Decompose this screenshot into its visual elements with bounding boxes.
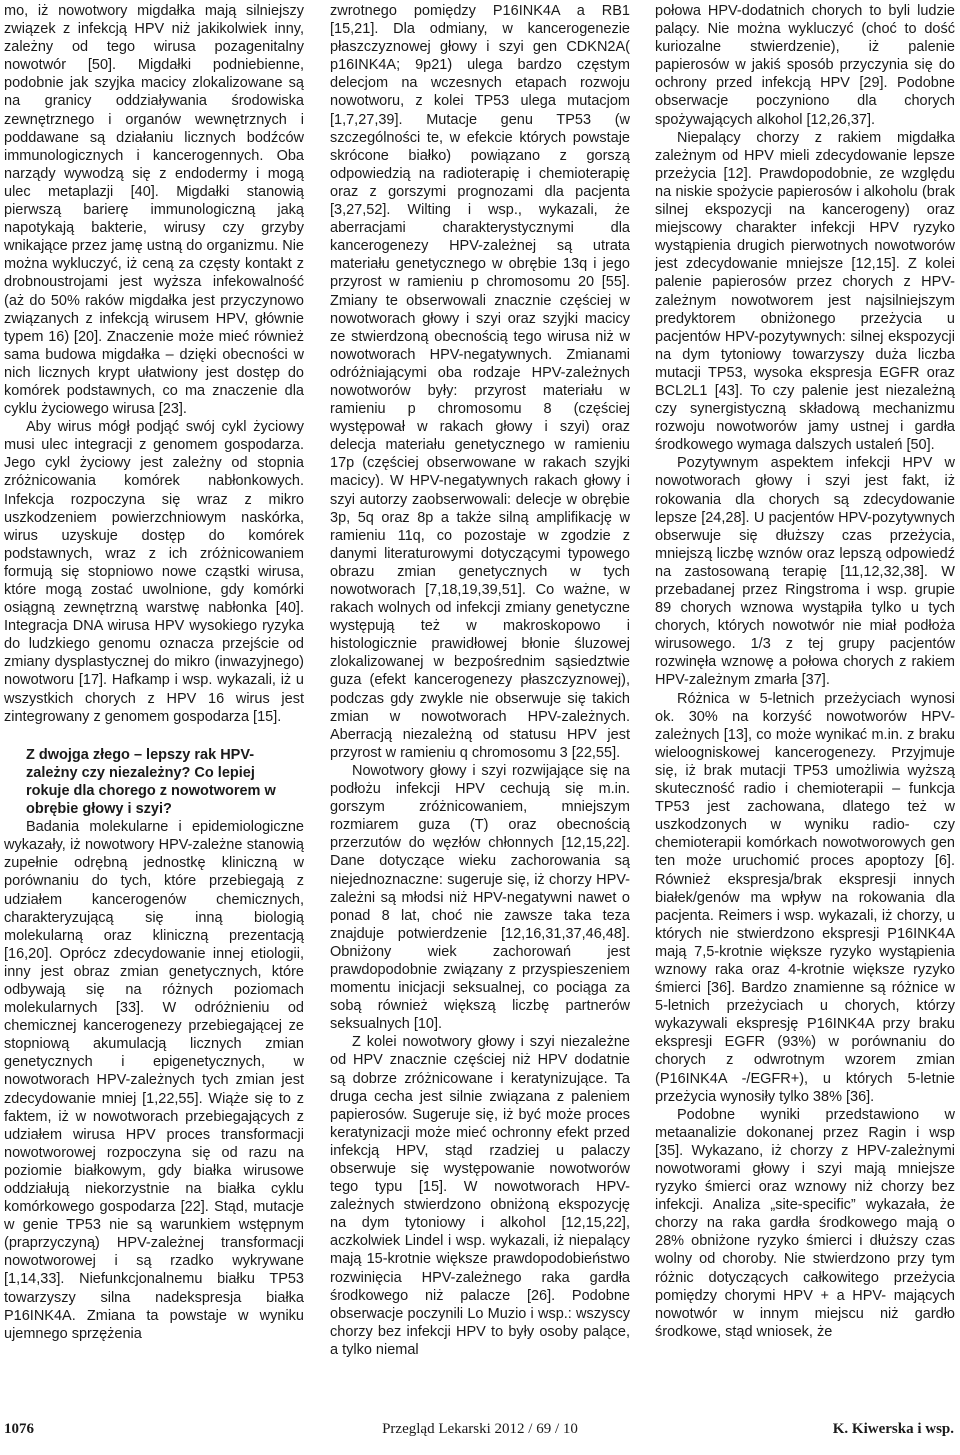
paragraph: zwrotnego pomiędzy P16INK4A a RB1 [15,21]. Dla odmiany, w kancerogenezie płaszczyznowej głowy i szyi gen CDKN2A( p16INK4A; 9p21) ulega bardzo częstym delecjom na wczesnych etapach rozwoju nowotworu, z kolei TP53 ulega mutacjom [1,7,27,39]. Mutacje genu TP53 (w szczególności te, w efekcie których powstaje skrócone białko) powiązano z gorszą odpowiedzią na radioterapię i chemioterapię oraz z gorszymi prognozami dla pacjenta [3,27,52]. Wilting i wsp., wykazali, że aberracjami charakterystycznymi dla kancerogenezy HPV-zależnej są utrata materiału genetycznego w obrębie 13q i jego przyrost w ramieniu p chromosomu 20 [55]. Zmiany te obserwowali znacznie częściej w nowotworach głowy i szyi oraz szyjki macicy ze stwierdzoną obecnością tego wirusa niż w nowotworach HPV-negatywnych. Zmianami odróżniającymi oba rodzaje HPV-zależnych nowotworów były: przyrost materiału w ramieniu p chromosomu 8 (częściej występował w rakach głowy i szyi) oraz delecja materiału genetycznego w ramieniu 17p (częściej obserwowane w rakach szyjki macicy). W HPV-negatywnych rakach głowy i szyi autorzy zaobserwowali: delecje w obrębie 3p, 5q oraz 8p a także silną amplifikację w ramieniu 11q, co pozostaje w zgodzie z danymi literaturowymi dotyczącymi typowego obrazu zmian genetycznych w tych nowotworach [7,18,19,39,51]. Co ważne, w rakach wolnych od infekcji zmiany genetyczne występują też w makroskopowo i histologicznie prawidłowej błonie śluzowej zlokalizowanej w bezpośrednim sąsiedztwie guza (efekt kancerogenezy płaszczyznowej), podczas gdy zwykle nie obserwuje się takich zmian w nowotworach HPV-zależnych. Aberracją niezależną od statusu HPV jest przyrost w ramieniu q chromosomu 3 [22,55]. (330, 3, 630, 761)
section-heading: Z dwojga złego – lepszy rak HPV-zależny czy niezależny? Co lepiej rokuje dla chorego z nowotworem w obrębie głowy i szyi? (26, 746, 276, 818)
running-authors: K. Kiwerska i wsp. (832, 1421, 954, 1437)
paragraph: Pozytywnym aspektem infekcji HPV w nowotworach głowy i szyi jest fakt, iż rokowania dla chorych są zdecydowanie lepsze [24,28]. U pacjentów HPV-pozytywnych obserwuje się dłuższy czas przeżycia, mniejszą liczbę wznów oraz lepszą odpowiedź na zastosowaną terapię [11,12,32,38]. W przebadanej przez Ringstroma i wsp. grupie 89 chorych wznowa wystąpiła tylko u tych chorych, których nowotwór nie miał podłoża wirusowego. 1/3 z tej grupy pacjentów rozwinęła wznowę a połowa chorych z rakiem HPV-zależnym zmarła [37]. (655, 455, 955, 689)
paragraph: Nowotwory głowy i szyi rozwijające się na podłożu infekcji HPV cechują się m.in. gorszym zróżnicowaniem, mniejszym rozmiarem guza (T) oraz obecnością przerzutów do węzłów chłonnych [12,15,22]. Dane dotyczące wieku zachorowania są niejednoznaczne: sugeruje się, iż chorzy HPV-zależni są młodsi niż HPV-negatywni nawet o ponad 8 lat, choć nie zawsze taka teza znajduje potwierdzenie [12,16,31,37,46,48]. Obniżony wiek zachorowań jest prawdopodobnie związany z przyspieszeniem momentu inicjacji seksualnej, co pociąga za sobą również większą liczbę partnerów seksualnych [10]. (330, 762, 630, 1033)
page-number: 1076 (4, 1421, 34, 1437)
paragraph: mo, iż nowotwory migdałka mają silniejszy związek z infekcją HPV niż jakikolwiek inny, zależny od tego wirusa pozagenitalny nowotwór [50]. Migdałki podniebienne, podobnie jak szyjka macicy zlokalizowane są na granicy oddziaływania środowiska zewnętrznego i organów wewnętrznych i poddawane są działaniu licznych bodźców immunologicznych i kancerogennych. Oba narządy wywodzą się z endodermy i mogą ulec metaplazji [40]. Migdałki stanowią pierwszą barierę immunologiczną jaką napotykają bakterie, wirusy czy grzyby wnikające przez jamę ustną do organizmu. Nie można wykluczyć, iż ceną za częsty kontakt z drobnoustrojami jest wyższa infekowalność (aż do 50% raków migdałka jest przyczynowo związanych z infekcją wirusem HPV, głównie typem 16) [20]. Znaczenie może mieć również sama budowa migdałka – dzięki obecności w nich licznych krypt ułatwiony jest dostęp do komórek podstawnych, co ma znaczenie dla cyklu życiowego wirusa [23]. (4, 3, 304, 418)
paragraph: Różnica w 5-letnich przeżyciach wynosi ok. 30% na korzyść nowotworów HPV-zależnych [13], co może wynikać m.in. z braku wieloogniskowej kancerogenezy. Przyjmuje się, iż brak mutacji TP53 umożliwia wyższą skuteczność radio i chemioterapii – funkcja TP53 jest zachowana, dlatego też w uszkodzonych w wyniku radio- czy chemioterapii komórkach nowotworowych gen ten może uruchomić proces apoptozy [6]. Również ekspresja/brak ekspresji innych białek/genów ma wpływ na rokowania dla pacjenta. Reimers i wsp. wykazali, iż chorzy, u których nie stwierdzono ekspresji P16INK4A mają 7,5-krotnie większe ryzyko wystąpienia wznowy raka oraz 4-krotnie większe ryzyko śmierci [36]. Bardzo znamienne są różnice w 5-letnich przeżyciach u chorych, którzy wykazywali ekspresję P16INK4A przy braku ekspresji EGFR (93%) w porównaniu do chorych z odwrotnym wzorem zmian (P16INK4A -/EGFR+), u których 5-letnie przeżycia wynosiły tylko 38% [36]. (655, 690, 955, 1105)
text-column-middle (330, 2, 630, 1402)
paragraph: Podobne wyniki przedstawiono w metaanalizie dokonanej przez Ragin i wsp [35]. Wykazano, iż chorzy z HPV-zależnymi nowotworami głowy i szyi mają mniejsze ryzyko śmierci oraz wznowy niż chorzy bez infekcji. Analiza „site-specific” wykazała, że chorzy na raka gardła środkowego mają o 28% obniżone ryzyko śmierci i dłuższy czas wolny od choroby. Nie stwierdzono przy tym różnic dotyczących całkowitego przeżycia pomiędzy chorymi HPV + a HPV- mających nowotwór w innym miejscu niż gardło środkowe, stąd wniosek, że (655, 1106, 955, 1340)
paragraph: połowa HPV-dodatnich chorych to byli ludzie palący. Nie można wykluczyć (choć to dość kuriozalne stwierdzenie), iż palenie papierosów w jakiś sposób przyczynia się do ochrony przed infekcją HPV [29]. Podobne obserwacje poczyniono dla chorych spożywających alkohol [12,26,37]. (655, 3, 955, 128)
text-column-left (4, 2, 304, 1402)
text-column-right (655, 2, 955, 1402)
paragraph: Z kolei nowotwory głowy i szyi niezależne od HPV znacznie częściej niż HPV dodatnie są dobrze zróżnicowane i keratynizujące. Ta druga cecha jest silnie związana z paleniem papierosów. Sugeruje się, iż być może proces keratynizacji może mieć ochronny efekt przed infekcją HPV, stąd rzadziej u palaczy obserwuje się występowanie nowotworów tego typu [15]. W nowotworach HPV-zależnych stwierdzono obniżoną ekspozycję na dym tytoniowy i alkohol [12,15,22], aczkolwiek Lindel i wsp. wykazali, iż niepalący mają 15-krotnie większe prawdopodobieństwo rozwinięcia HPV-zależnego raka gardła środkowego niż palacze [26]. Podobne obserwacje poczynili Lo Muzio i wsp.: wszyscy chorzy bez infekcji HPV to były osoby palące, a tylko niemal (330, 1034, 630, 1358)
page-footer (0, 1415, 960, 1445)
paragraph: Niepalący chorzy z rakiem migdałka zależnym od HPV mieli zdecydowanie lepsze przeżycia [12]. Prawdopodobnie, ze względu na niskie spożycie papierosów i alkoholu (brak silnej ekspozycji na kancerogeny) oraz miejscowy charakter infekcji HPV ryzyko wystąpienia drugich pierwotnych nowotworów jest zdecydowanie mniejsze [12,15]. Z kolei palenie papierosów przez chorych z HPV-zależnym nowotworem jest najsilniejszym predyktorem obniżonego przeżycia u pacjentów HPV-pozytywnych: silnej ekspozycji na dym tytoniowy towarzyszy duża liczba mutacji TP53, wysoka ekspresja EGFR oraz BCL2L1 [43]. To czy palenie jest niezależną czy synergistyczną składową mechanizmu rozwoju nowotworów jamy ustnej i gardła środkowego wymaga dalszych ustaleń [50]. (655, 129, 955, 454)
paragraph: Aby wirus mógł podjąć swój cykl życiowy musi ulec integracji z genomem gospodarza. Jego cykl życiowy jest zależny od stopnia zróżnicowania komórek nabłonkowych. Infekcja rozpoczyna się wraz z mikro uszkodzeniem powierzchniowym naskórka, wirus uzyskuje dostęp do komórek podstawnych, wraz z ich zróżnicowaniem formują się stopniowo nowe cząstki wirusa, które mogą zostać uwolnione, gdy komórki osiągną zewnętrzną warstwę nabłonka [40]. Integracja DNA wirusa HPV wysokiego ryzyka do ludzkiego genomu oznacza przejście od zmiany dysplastycznej do mikro (inwazyjnego) nowotworu [17]. Hafkamp i wsp. wykazali, iż u wszystkich chorych z HPV 16 wirus jest zintegrowany z genomem gospodarza [15]. (4, 419, 304, 725)
paragraph: Badania molekularne i epidemiologiczne wykazały, iż nowotwory HPV-zależne stanowią zupełnie odrębną jednostkę kliniczną w porównaniu do tych, które przebiegają z udziałem kancerogenów chemicznych, charakteryzującą się inną biologią molekularną oraz kliniczną prezentacją [16,20]. Oprócz zdecydowanie innej etiologii, inny jest obraz zmian genetycznych, które odbywają się na różnych poziomach molekularnych [33]. W odróżnieniu od chemicznej kancerogenezy przebiegającej ze stopniową akumulacją licznych zmian genetycznych i epigenetycznych, w nowotworach HPV-zależnych tych zmian jest zdecydowanie mniej [1,22,55]. Wiąże się to z faktem, iż w nowotworach przebiegających z udziałem wirusa HPV proces transformacji nowotworowej rozpoczyna się od razu na poziomie białkowym, gdy białka wirusowe oddziałują niekorzystnie na białka cyklu komórkowego gospodarza [22]. Stąd, mutacje w genie TP53 nie są warunkiem wstępnym (praprzyczyną) HPV-zależnej transformacji nowotworowej i są rzadko wykrywane [1,14,33]. Niefunkcjonalnemu białku TP53 towarzyszy silna nadekspresja białka P16INK4A. Zmiana ta powstaje w wyniku ujemnego sprzężenia (4, 819, 304, 1342)
journal-citation: Przegląd Lekarski 2012 / 69 / 10 (382, 1421, 578, 1437)
